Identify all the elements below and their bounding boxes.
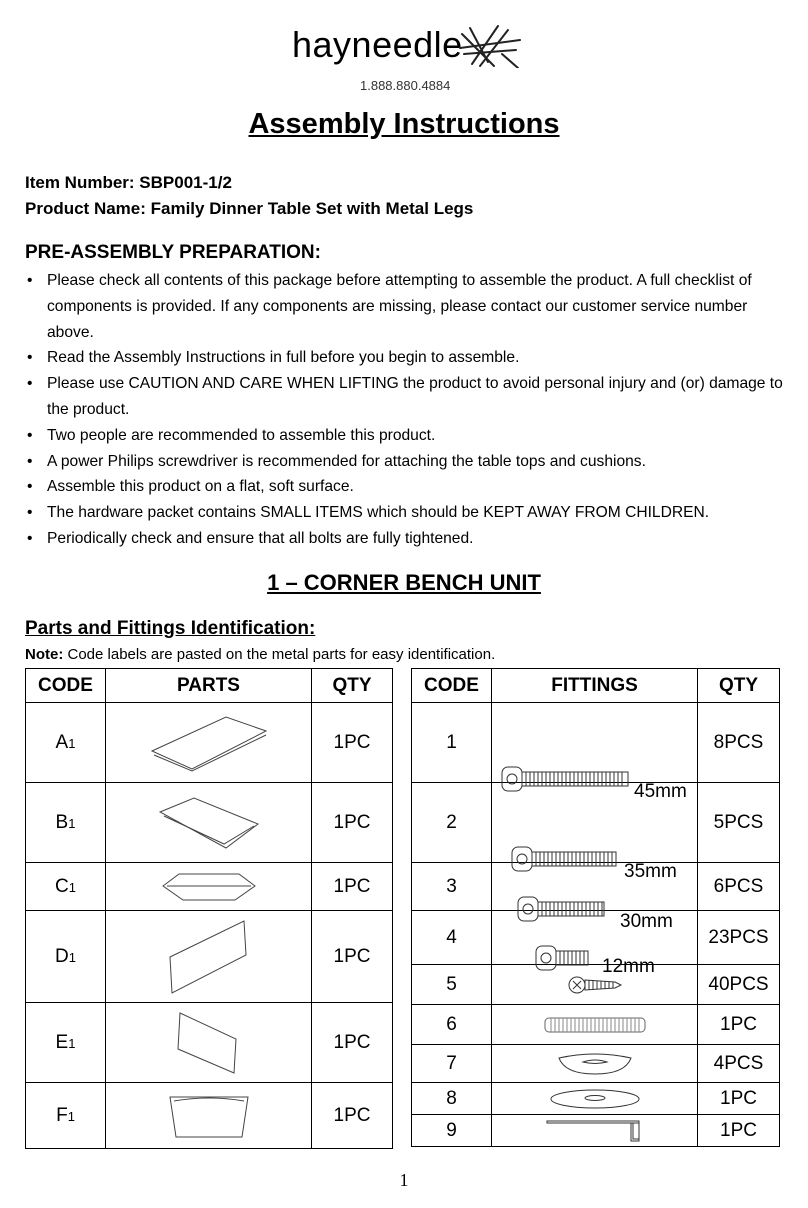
fitting-qty: 5PCS: [698, 783, 780, 863]
note-label: Note:: [25, 646, 64, 663]
part-qty: 1PC: [312, 1083, 393, 1149]
fitting-8-cell: [492, 1083, 698, 1115]
part-code: B1: [26, 783, 106, 863]
bolt-30mm-icon: [516, 895, 606, 923]
pre-assembly-list: [25, 268, 795, 552]
list-item: • Two people are recommended to assemble this product.: [27, 426, 436, 444]
table-header-row: [412, 669, 780, 703]
fitting-code: 2: [412, 783, 492, 863]
column-header: PARTS: [106, 669, 312, 703]
fitting-7-cell: [492, 1045, 698, 1083]
fitting-code: 5: [412, 965, 492, 1005]
fitting-1-cell: [492, 703, 698, 802]
fitting-code: 9: [412, 1115, 492, 1147]
part-d1-illustration: [106, 911, 312, 1003]
column-header: FITTINGS: [492, 669, 698, 703]
bolt-45mm-icon: [500, 765, 630, 793]
bolt-35mm-icon: [510, 845, 618, 873]
parts-table: [25, 668, 393, 1149]
fitting-qty: 1PC: [698, 1115, 780, 1147]
table-row: [412, 1005, 780, 1045]
part-qty: 1PC: [312, 1003, 393, 1083]
table-row: [412, 1045, 780, 1083]
list-item: • Periodically check and ensure that all bolts are fully tightened.: [27, 529, 474, 547]
brand-name: hayneedle: [292, 24, 463, 65]
phone-number: 1.888.880.4884: [360, 78, 451, 93]
fitting-qty: 8PCS: [698, 703, 780, 783]
fitting-code: 6: [412, 1005, 492, 1045]
fittings-table: [411, 668, 780, 1147]
fitting-qty: 6PCS: [698, 863, 780, 911]
bolt-12mm-icon: [534, 944, 590, 972]
fitting-size: 35mm: [624, 860, 677, 882]
part-e1-illustration: [106, 1003, 312, 1083]
table-row: [26, 783, 393, 863]
column-header: QTY: [698, 669, 780, 703]
fitting-size: 30mm: [620, 910, 673, 932]
part-code: C1: [26, 863, 106, 911]
fitting-code: 3: [412, 863, 492, 911]
fitting-9-cell: [492, 1115, 698, 1147]
fitting-size: 45mm: [634, 780, 687, 802]
part-code: F1: [26, 1083, 106, 1149]
part-qty: 1PC: [312, 783, 393, 863]
pre-assembly-heading: PRE-ASSEMBLY PREPARATION:: [25, 242, 321, 263]
allen-key-icon: [543, 1119, 647, 1143]
fitting-code: 1: [412, 703, 492, 783]
list-item: • The hardware packet contains SMALL ITEMS which should be KEPT AWAY FROM CHILDREN.: [27, 504, 710, 522]
part-qty: 1PC: [312, 703, 393, 783]
fitting-qty: 1PC: [698, 1083, 780, 1115]
note-text: Code labels are pasted on the metal parts for easy identification.: [63, 646, 496, 663]
part-qty: 1PC: [312, 863, 393, 911]
fitting-6-cell: [492, 1005, 698, 1045]
column-header: QTY: [312, 669, 393, 703]
fitting-qty: 1PC: [698, 1005, 780, 1045]
table-row: [26, 863, 393, 911]
part-a1-illustration: [106, 703, 312, 783]
threaded-rod-icon: [541, 1014, 649, 1036]
fitting-5-cell: [492, 965, 698, 1005]
table-row: [412, 1083, 780, 1115]
table-row: [26, 703, 393, 783]
page-number: 1: [399, 1170, 409, 1190]
list-item: • Assemble this product on a flat, soft surface.: [27, 478, 354, 496]
fitting-qty: 23PCS: [698, 911, 780, 965]
part-f1-illustration: [106, 1083, 312, 1149]
parts-heading: Parts and Fittings Identification:: [25, 618, 316, 639]
list-item: • Please use CAUTION AND CARE WHEN LIFTING the product to avoid personal injury and (or) damage to the product.: [27, 375, 783, 418]
table-row: [412, 965, 780, 1005]
column-header: CODE: [412, 669, 492, 703]
table-row: [26, 1083, 393, 1149]
barrel-nut-icon: [555, 1052, 635, 1076]
table-row: [412, 703, 780, 783]
product-name: Product Name: Family Dinner Table Set with Metal Legs: [25, 199, 474, 218]
fitting-qty: 4PCS: [698, 1045, 780, 1083]
part-code: D1: [26, 911, 106, 1003]
list-item: • A power Philips screwdriver is recommended for attaching the table tops and cushions.: [27, 452, 646, 470]
table-row: [26, 1003, 393, 1083]
note: [25, 646, 495, 663]
table-row: [412, 783, 780, 863]
part-code: A1: [26, 703, 106, 783]
column-header: CODE: [26, 669, 106, 703]
fitting-code: 7: [412, 1045, 492, 1083]
list-item: • Please check all contents of this package before attempting to assemble the product. A full checklist of components is provided. If any components are missing, please contact our customer service number above.: [27, 272, 752, 341]
fitting-size: 12mm: [602, 955, 655, 977]
washer-icon: [547, 1087, 643, 1111]
brand-logo: [292, 22, 532, 72]
fitting-code: 4: [412, 911, 492, 965]
table-row: [412, 1115, 780, 1147]
section-heading: 1 – CORNER BENCH UNIT: [267, 570, 541, 595]
page-title: Assembly Instructions: [248, 108, 560, 140]
fitting-code: 8: [412, 1083, 492, 1115]
part-b1-illustration: [106, 783, 312, 863]
list-item: • Read the Assembly Instructions in full before you begin to assemble.: [27, 349, 520, 367]
part-qty: 1PC: [312, 911, 393, 1003]
part-code: E1: [26, 1003, 106, 1083]
table-row: [26, 911, 393, 1003]
table-header-row: [26, 669, 393, 703]
fitting-qty: 40PCS: [698, 965, 780, 1005]
item-number: Item Number: SBP001-1/2: [25, 173, 232, 192]
logo-mark-icon: [458, 24, 524, 68]
part-c1-illustration: [106, 863, 312, 911]
